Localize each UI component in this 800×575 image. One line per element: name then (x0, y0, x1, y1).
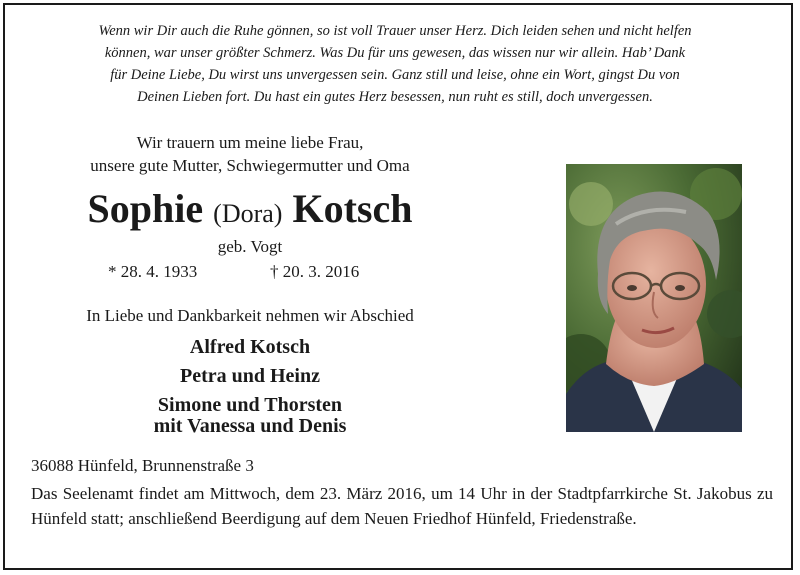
intro-line: Wir trauern um meine liebe Frau, (136, 133, 364, 152)
memorial-poem (22, 20, 768, 108)
family-signatures (40, 337, 460, 437)
first-name: Sophie (87, 186, 204, 231)
family-member: mit Vanessa und Denis (153, 415, 347, 437)
last-name: Kotsch (292, 186, 413, 231)
intro-line: unsere gute Mutter, Schwiegermutter und Oma (90, 156, 410, 175)
family-member: Petra und Heinz (180, 365, 320, 387)
mourning-intro (40, 131, 460, 177)
family-member: Alfred Kotsch (189, 336, 311, 358)
nickname: (Dora) (213, 199, 283, 228)
death-date: † 20. 3. 2016 (270, 262, 360, 281)
family-address: 36088 Hünfeld, Brunnenstraße 3 (31, 456, 254, 475)
family-member: Simone und Thorsten (157, 394, 343, 416)
poem-line: Wenn wir Dir auch die Ruhe gönnen, so ist voll Trauer unser Herz. Dich leiden sehen und nicht helfen (98, 23, 692, 39)
poem-line: für Deine Liebe, Du wirst uns unvergessen sein. Ganz still und leise, ohne ein Wort, gingst Du von (110, 67, 680, 83)
birth-date: * 28. 4. 1933 (108, 262, 198, 281)
poem-line: können, war unser größter Schmerz. Was Du für uns gewesen, das wissen nur wir allein. Hab’ Dank (104, 45, 686, 61)
portrait-photo (566, 164, 742, 432)
maiden-name: geb. Vogt (217, 237, 283, 256)
farewell-line: In Liebe und Dankbarkeit nehmen wir Abschied (86, 306, 414, 325)
portrait-illustration (566, 164, 742, 432)
deceased-name (40, 186, 460, 237)
service-details: Das Seelenamt findet am Mittwoch, dem 23. März 2016, um 14 Uhr in der Stadtpfarrkirche St. Jakobus zu Hünfeld statt; anschließend Beerdigung auf dem Neuen Friedhof Hünfeld, Friedenstraße. (31, 484, 773, 528)
poem-line: Deinen Lieben fort. Du hast ein gutes Herz besessen, nun ruht es still, doch unvergessen. (137, 89, 653, 105)
